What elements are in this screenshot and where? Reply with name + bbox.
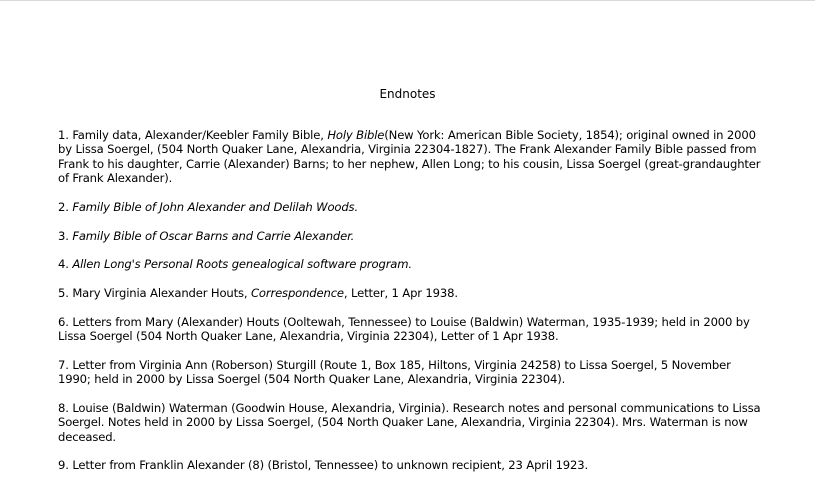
endnote-italic-title: Family Bible of Oscar Barns and Carrie Alexander. [72, 228, 355, 243]
endnote-italic-title: Allen Long's Personal Roots genealogical software program. [72, 257, 412, 272]
endnote-9 [58, 458, 763, 472]
endnote-text: Louise (Baldwin) Waterman (Goodwin House, Alexandria, Virginia). Research notes and personal communications to Lissa Soergel. Notes held in 2000 by Lissa Soergel, (504 North Quaker Lane, Alexandria, Virginia 22304). Mrs. Waterman is now deceased. [58, 400, 761, 444]
endnote-italic-title: Correspondence [250, 286, 344, 301]
endnote-italic-title: Family Bible of John Alexander and Delilah Woods. [72, 199, 358, 214]
endnote-text: Letters from Mary (Alexander) Houts (Ooltewah, Tennessee) to Louise (Baldwin) Waterman, 1935-1939; held in 2000 by Lissa Soergel (504 North Quaker Lane, Alexandria, Virginia 22304), Letter of 1 Apr 1938. [58, 314, 750, 344]
endnote-8 [58, 401, 763, 444]
page-title: Endnotes [379, 87, 436, 101]
endnote-number: 7. [58, 357, 69, 372]
endnote-number: 6. [58, 314, 69, 329]
endnote-5 [58, 286, 763, 300]
endnote-text: Letter from Franklin Alexander (8) (Bristol, Tennessee) to unknown recipient, 23 April 1923. [72, 458, 589, 473]
endnote-1 [58, 128, 763, 186]
top-divider [0, 0, 815, 1]
endnote-text-after: , Letter, 1 Apr 1938. [343, 286, 458, 301]
endnote-2 [58, 200, 763, 214]
endnote-number: 5. [58, 286, 69, 301]
endnote-number: 2. [58, 199, 69, 214]
endnote-4 [58, 257, 763, 271]
endnote-number: 4. [58, 257, 69, 272]
endnote-text: Family data, Alexander/Keebler Family Bible, [72, 128, 324, 142]
endnote-number: 3. [58, 228, 69, 243]
endnotes-list [58, 128, 763, 487]
endnote-italic-title: Holy Bible [327, 128, 385, 142]
endnote-number: 8. [58, 400, 69, 415]
endnote-text: Mary Virginia Alexander Houts, [72, 286, 248, 301]
endnote-number: 1. [58, 128, 69, 142]
endnote-number: 9. [58, 458, 69, 473]
endnote-6 [58, 315, 763, 344]
endnote-text: Letter from Virginia Ann (Roberson) Sturgill (Route 1, Box 185, Hiltons, Virginia 24258) to Lissa Soergel, 5 November 1990; held in 2000 by Lissa Soergel (504 North Quaker Lane, Alexandria, Virginia 22304). [58, 357, 731, 387]
endnote-7 [58, 358, 763, 387]
endnote-3 [58, 229, 763, 243]
endnote-text-after: (New York: American Bible Society, 1854); original owned in 2000 by Lissa Soergel, (504 North Quaker Lane, Alexandria, Virginia 22304-1827). The Frank Alexander Family Bible passed from Frank to his daughter, Carrie (Alexander) Barns; to her nephew, Allen Long; to his cousin, Lissa Soergel (great-grandaughter of Frank Alexander). [58, 128, 761, 186]
